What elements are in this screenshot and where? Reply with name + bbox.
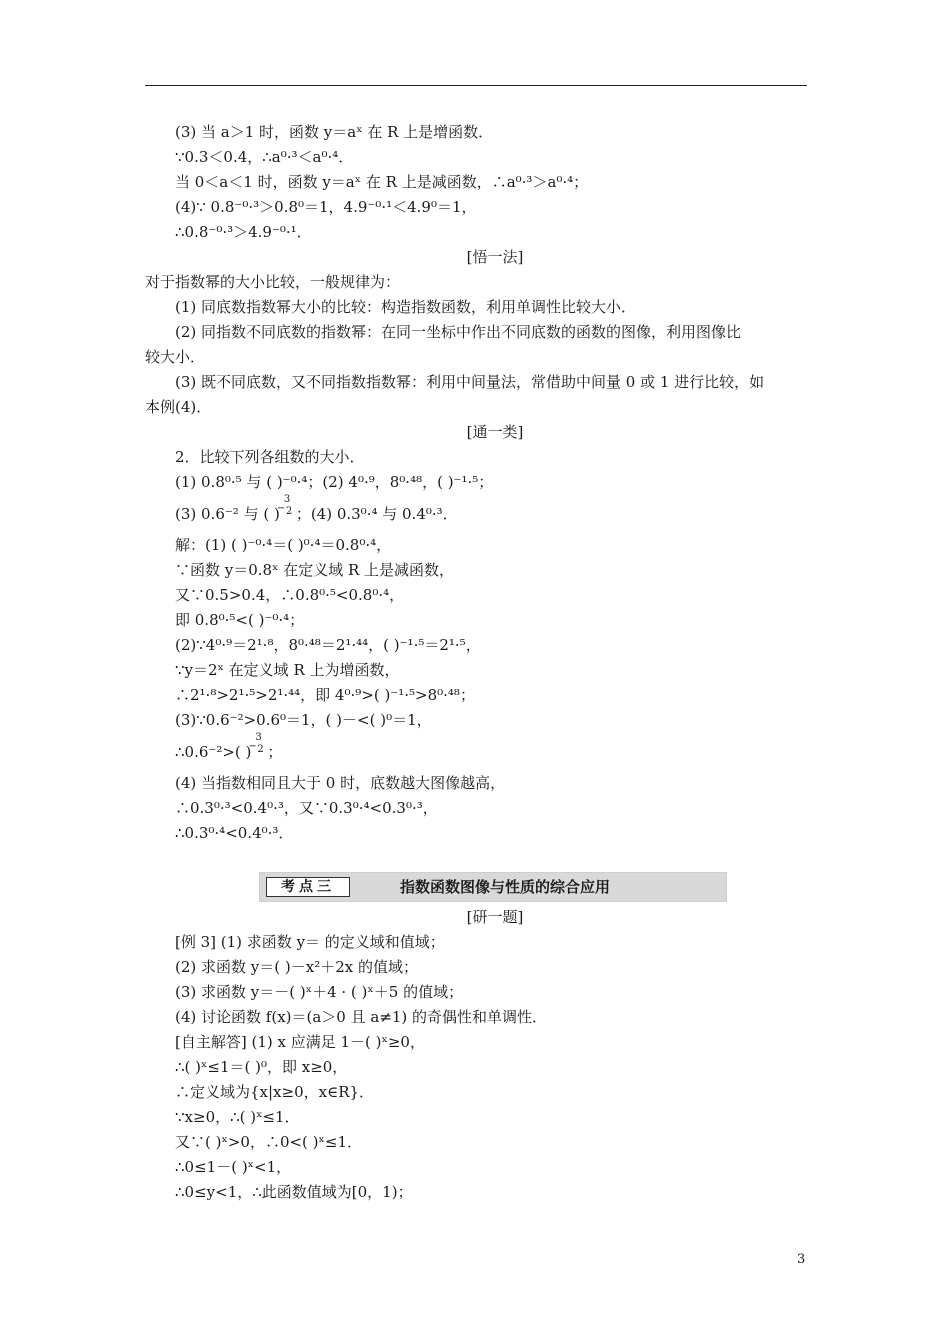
page-content xyxy=(145,120,815,846)
fraction-exponent: − 3 2 xyxy=(248,732,264,755)
text-line: ∴0≤1－( )ˣ<1， xyxy=(175,1158,292,1176)
formula-text: (3) 0.6⁻² 与 ( ) xyxy=(175,505,280,523)
text-line: ∴0.3⁰·⁴<0.4⁰·³． xyxy=(175,824,294,842)
section-label-wuyifa: [悟一法] xyxy=(466,248,524,266)
text-line: (4) 讨论函数 f(x)＝(a＞0 且 a≠1) 的奇偶性和单调性． xyxy=(175,1008,548,1026)
text-line: (2)∵4⁰·⁹＝2¹·⁸，8⁰·⁴⁸＝2¹·⁴⁴，( )⁻¹·⁵＝2¹·⁵， xyxy=(175,636,481,654)
section-label-yanyiti: [研一题] xyxy=(466,908,524,926)
text-line: ∵0.3＜0.4，∴a⁰·³＜a⁰·⁴． xyxy=(175,148,354,166)
text-line: (4)∵ 0.8⁻⁰·³＞0.8⁰＝1，4.9⁻⁰·¹＜4.9⁰＝1， xyxy=(175,198,477,216)
text-line: ∴0.3⁰·³<0.4⁰·³，又∵0.3⁰·⁴<0.3⁰·³， xyxy=(175,799,438,817)
formula-line xyxy=(175,495,815,533)
text-line: ∴( )ˣ≤1＝( )⁰，即 x≥0， xyxy=(175,1058,348,1076)
text-line: 又∵0.5>0.4，∴0.8⁰·⁵<0.8⁰·⁴， xyxy=(175,586,405,604)
text-line: (3) 既不同底数，又不同指数指数幂：利用中间量法，常借助中间量 0 或 1 进行比较，如 xyxy=(175,373,765,391)
text-line: (2) 同指数不同底数的指数幂：在同一坐标中作出不同底数的函数的图像，利用图像比 xyxy=(175,323,742,341)
problem-title: 2．比较下列各组数的大小． xyxy=(175,448,365,466)
text-line: 即 0.8⁰·⁵<( )⁻⁰·⁴； xyxy=(175,611,305,629)
formula-line xyxy=(175,733,815,771)
text-line: (1) 0.8⁰·⁵ 与 ( )⁻⁰·⁴；(2) 4⁰·⁹，8⁰·⁴⁸，( )⁻¹·⁵； xyxy=(175,473,494,491)
formula-text: ∴0.6⁻²>( ) xyxy=(175,743,252,761)
section-label-tongyilei: [通一类] xyxy=(466,423,524,441)
text-line: (4) 当指数相同且大于 0 时，底数越大图像越高， xyxy=(175,774,506,792)
text-line: ∴0.8⁻⁰·³＞4.9⁻⁰·¹． xyxy=(175,223,312,241)
banner-tag: 考点三 xyxy=(266,877,350,897)
text-line: ∵x≥0，∴( )ˣ≤1． xyxy=(175,1108,300,1126)
top-rule xyxy=(145,85,807,86)
text-line: (1) 同底数指数幂大小的比较：构造指数函数，利用单调性比较大小． xyxy=(175,298,637,316)
text-line: 对于指数幂的大小比较，一般规律为： xyxy=(145,273,401,291)
text-line: ∴0≤y<1，∴此函数值域为[0，1)； xyxy=(175,1183,413,1201)
text-line: ∴定义域为{x|x≥0，x∈R}． xyxy=(175,1083,375,1101)
text-line: ∵函数 y＝0.8ˣ 在定义域 R 上是减函数， xyxy=(175,561,455,579)
text-line: 解：(1) ( )⁻⁰·⁴＝( )⁰·⁴＝0.8⁰·⁴， xyxy=(175,536,392,554)
text-line: 本例(4)． xyxy=(145,398,212,416)
text-line: (3)∵0.6⁻²>0.6⁰＝1，( )－<( )⁰＝1， xyxy=(175,711,432,729)
text-line: ∴2¹·⁸>2¹·⁵>2¹·⁴⁴，即 4⁰·⁹>( )⁻¹·⁵>8⁰·⁴⁸； xyxy=(175,686,475,704)
text-line: (3) 求函数 y＝－( )ˣ＋4 · ( )ˣ＋5 的值域； xyxy=(175,983,464,1001)
text-line: ∵y＝2ˣ 在定义域 R 上为增函数， xyxy=(175,661,400,679)
text-line: 较大小． xyxy=(145,348,206,366)
example-section xyxy=(175,905,815,1205)
text-line: 又∵( )ˣ>0，∴0<( )ˣ≤1． xyxy=(175,1133,362,1151)
text-line: (2) 求函数 y＝( )－x²＋2x 的值域； xyxy=(175,958,418,976)
text-line: [例 3] (1) 求函数 y＝ 的定义域和值域； xyxy=(175,933,445,951)
text-line: (3) 当 a＞1 时，函数 y＝aˣ 在 R 上是增函数． xyxy=(175,123,494,141)
banner-title: 指数函数图像与性质的综合应用 xyxy=(400,878,611,896)
formula-text: ；(4) 0.3⁰·⁴ 与 0.4⁰·³． xyxy=(295,505,458,523)
page-number: 3 xyxy=(797,1252,806,1267)
fraction-exponent: − 3 2 xyxy=(276,494,293,517)
text-line: 当 0＜a＜1 时，函数 y＝aˣ 在 R 上是减函数，∴a⁰·³＞a⁰·⁴； xyxy=(175,173,589,191)
section-banner xyxy=(259,872,727,902)
text-line: [自主解答] (1) x 应满足 1－( )ˣ≥0， xyxy=(175,1033,425,1051)
formula-text: ； xyxy=(267,743,283,761)
